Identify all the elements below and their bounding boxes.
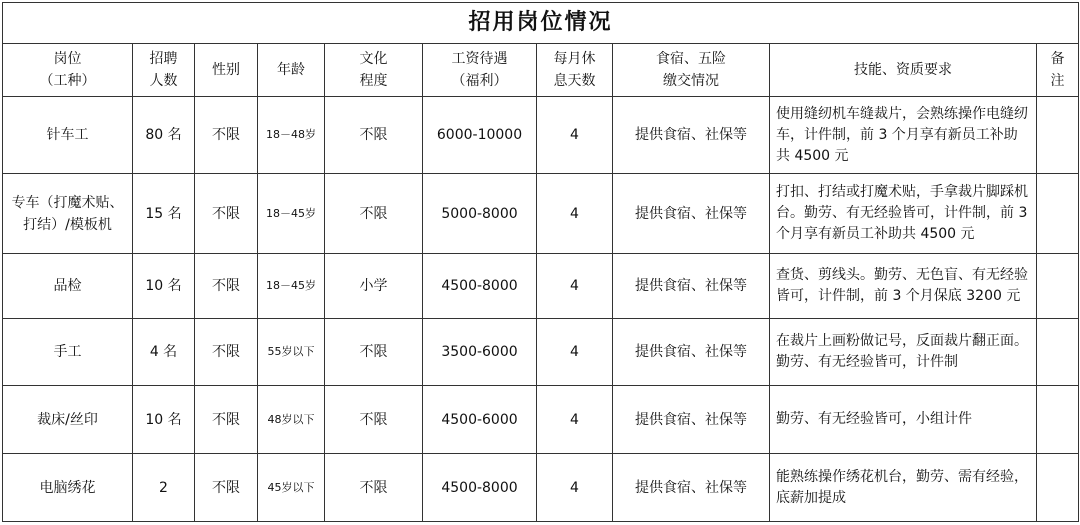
cell-education: 不限 (325, 386, 423, 454)
cell-benefits: 提供食宿、社保等 (613, 174, 770, 254)
header-note (1037, 44, 1079, 97)
cell-position: 裁床/丝印 (3, 386, 133, 454)
cell-age: 55岁以下 (258, 319, 325, 386)
header-position (3, 44, 133, 97)
header-rest-days (537, 44, 613, 97)
cell-gender: 不限 (195, 319, 258, 386)
header-age (258, 44, 325, 97)
cell-note (1037, 254, 1079, 319)
cell-count: 2 (133, 454, 195, 522)
header-benefits-label: 食宿、五险 缴交情况 (656, 51, 726, 89)
cell-gender: 不限 (195, 174, 258, 254)
table-row (3, 319, 1079, 386)
cell-benefits: 提供食宿、社保等 (613, 319, 770, 386)
cell-position: 针车工 (3, 97, 133, 174)
cell-requirements (770, 454, 1037, 522)
cell-age: 18－45岁 (258, 174, 325, 254)
cell-salary: 5000-8000 (423, 174, 537, 254)
header-benefits (613, 44, 770, 97)
cell-position: 电脑绣花 (3, 454, 133, 522)
cell-count: 15 名 (133, 174, 195, 254)
header-requirements-label: 技能、资质要求 (854, 62, 952, 78)
cell-education: 不限 (325, 97, 423, 174)
requirements-text: 打扣、打结或打魔术贴，手拿裁片脚踩机台。勤劳、有无经验皆可，计件制，前 3 个月享有新员工补助共 4500 元 (776, 184, 1028, 242)
cell-age: 18－45岁 (258, 254, 325, 319)
cell-gender: 不限 (195, 97, 258, 174)
cell-count: 10 名 (133, 254, 195, 319)
header-salary (423, 44, 537, 97)
cell-note (1037, 97, 1079, 174)
cell-rest-days: 4 (537, 386, 613, 454)
recruitment-table (2, 2, 1079, 522)
header-education-label: 文化 程度 (359, 51, 388, 89)
table-row (3, 386, 1079, 454)
cell-gender: 不限 (195, 254, 258, 319)
table-row (3, 174, 1079, 254)
table-row (3, 454, 1079, 522)
cell-gender: 不限 (195, 386, 258, 454)
cell-position: 手工 (3, 319, 133, 386)
cell-count: 4 名 (133, 319, 195, 386)
cell-note (1037, 174, 1079, 254)
table-row (3, 254, 1079, 319)
cell-salary: 4500-6000 (423, 386, 537, 454)
cell-salary: 6000-10000 (423, 97, 537, 174)
cell-education: 不限 (325, 174, 423, 254)
cell-rest-days: 4 (537, 97, 613, 174)
cell-note (1037, 319, 1079, 386)
requirements-text: 能熟练操作绣花机台，勤劳、需有经验，底薪加提成 (776, 468, 1028, 506)
cell-education: 不限 (325, 319, 423, 386)
cell-requirements (770, 254, 1037, 319)
cell-benefits: 提供食宿、社保等 (613, 254, 770, 319)
cell-requirements (770, 319, 1037, 386)
header-requirements (770, 44, 1037, 97)
cell-requirements (770, 174, 1037, 254)
cell-count: 80 名 (133, 97, 195, 174)
header-salary-label: 工资待遇 （福利） (451, 51, 508, 89)
header-count (133, 44, 195, 97)
requirements-text: 在裁片上画粉做记号，反面裁片翻正面。勤劳、有无经验皆可，计件制 (776, 333, 1028, 370)
header-education (325, 44, 423, 97)
requirements-text: 勤劳、有无经验皆可，小组计件 (776, 411, 972, 427)
cell-benefits: 提供食宿、社保等 (613, 386, 770, 454)
cell-benefits: 提供食宿、社保等 (613, 97, 770, 174)
cell-position: 品检 (3, 254, 133, 319)
cell-rest-days: 4 (537, 319, 613, 386)
header-note-label: 备 注 (1050, 51, 1065, 89)
cell-requirements (770, 386, 1037, 454)
requirements-text: 查货、剪线头。勤劳、无色盲、有无经验皆可，计件制，前 3 个月保底 3200 元 (776, 267, 1028, 304)
cell-position: 专车（打魔术贴、打结）/模板机 (3, 174, 133, 254)
cell-education: 不限 (325, 454, 423, 522)
cell-note (1037, 454, 1079, 522)
cell-age: 45岁以下 (258, 454, 325, 522)
table-title: 招用岗位情况 (3, 3, 1079, 44)
header-age-label: 年龄 (277, 62, 305, 78)
header-gender-label: 性别 (212, 62, 240, 78)
header-count-label: 招聘 人数 (149, 51, 178, 89)
cell-education: 小学 (325, 254, 423, 319)
cell-salary: 4500-8000 (423, 254, 537, 319)
cell-note (1037, 386, 1079, 454)
title-row (3, 3, 1079, 44)
header-position-label: 岗位 （工种） (39, 51, 96, 89)
cell-requirements (770, 97, 1037, 174)
cell-rest-days: 4 (537, 254, 613, 319)
cell-benefits: 提供食宿、社保等 (613, 454, 770, 522)
cell-age: 48岁以下 (258, 386, 325, 454)
table-row (3, 97, 1079, 174)
cell-age: 18－48岁 (258, 97, 325, 174)
cell-salary: 4500-8000 (423, 454, 537, 522)
cell-salary: 3500-6000 (423, 319, 537, 386)
cell-rest-days: 4 (537, 454, 613, 522)
header-row (3, 44, 1079, 97)
requirements-text: 使用缝纫机车缝裁片，会熟练操作电缝纫车，计件制，前 3 个月享有新员工补助共 4500 元 (776, 105, 1028, 164)
cell-count: 10 名 (133, 386, 195, 454)
header-gender (195, 44, 258, 97)
cell-gender: 不限 (195, 454, 258, 522)
cell-rest-days: 4 (537, 174, 613, 254)
header-rest-days-label: 每月休 息天数 (553, 51, 596, 89)
